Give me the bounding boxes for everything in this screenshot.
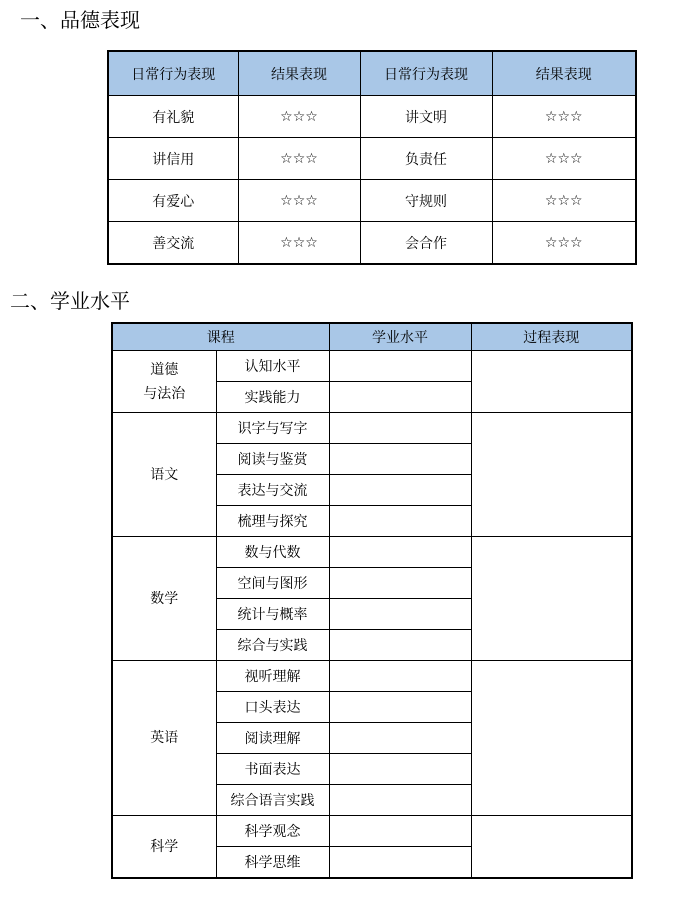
process-input-cell[interactable] (471, 816, 632, 879)
level-input-cell[interactable] (329, 754, 471, 785)
star-rating: ☆☆☆ (492, 222, 636, 265)
level-input-cell[interactable] (329, 568, 471, 599)
item-cell: 表达与交流 (216, 475, 329, 506)
level-input-cell[interactable] (329, 382, 471, 413)
academic-level-table (111, 322, 633, 879)
process-input-cell[interactable] (471, 351, 632, 413)
behavior-cell: 会合作 (360, 222, 492, 265)
item-cell: 综合与实践 (216, 630, 329, 661)
level-input-cell[interactable] (329, 847, 471, 879)
star-rating: ☆☆☆ (238, 222, 360, 265)
table-header-row (112, 323, 632, 351)
table-header-row (108, 51, 636, 96)
behavior-cell: 守规则 (360, 180, 492, 222)
star-rating: ☆☆☆ (238, 96, 360, 138)
level-input-cell[interactable] (329, 785, 471, 816)
level-input-cell[interactable] (329, 413, 471, 444)
star-rating: ☆☆☆ (238, 180, 360, 222)
star-rating: ☆☆☆ (238, 138, 360, 180)
item-cell: 科学观念 (216, 816, 329, 847)
subject-cell-science: 科学 (112, 816, 216, 879)
item-cell: 科学思维 (216, 847, 329, 879)
behavior-cell: 善交流 (108, 222, 238, 265)
subject-cell-chinese: 语文 (112, 413, 216, 537)
star-rating: ☆☆☆ (492, 180, 636, 222)
level-input-cell[interactable] (329, 661, 471, 692)
item-cell: 识字与写字 (216, 413, 329, 444)
moral-conduct-table (107, 50, 637, 265)
table-row (112, 661, 632, 692)
behavior-cell: 负责任 (360, 138, 492, 180)
header-process: 过程表现 (471, 323, 632, 351)
header-behavior: 日常行为表现 (360, 51, 492, 96)
level-input-cell[interactable] (329, 537, 471, 568)
process-input-cell[interactable] (471, 413, 632, 537)
subject-cell-morality (112, 351, 216, 413)
behavior-cell: 有爱心 (108, 180, 238, 222)
level-input-cell[interactable] (329, 475, 471, 506)
header-behavior: 日常行为表现 (108, 51, 238, 96)
star-rating: ☆☆☆ (492, 96, 636, 138)
table-row (112, 351, 632, 382)
subject-cell-english: 英语 (112, 661, 216, 816)
level-input-cell[interactable] (329, 599, 471, 630)
level-input-cell[interactable] (329, 816, 471, 847)
item-cell: 空间与图形 (216, 568, 329, 599)
level-input-cell[interactable] (329, 444, 471, 475)
level-input-cell[interactable] (329, 630, 471, 661)
table-row (112, 816, 632, 847)
item-cell: 梳理与探究 (216, 506, 329, 537)
header-result: 结果表现 (492, 51, 636, 96)
table-row (112, 537, 632, 568)
level-input-cell[interactable] (329, 692, 471, 723)
table-row (108, 222, 636, 265)
level-input-cell[interactable] (329, 351, 471, 382)
header-result: 结果表现 (238, 51, 360, 96)
header-course: 课程 (112, 323, 329, 351)
item-cell: 统计与概率 (216, 599, 329, 630)
process-input-cell[interactable] (471, 537, 632, 661)
level-input-cell[interactable] (329, 506, 471, 537)
table-row (112, 413, 632, 444)
item-cell: 阅读与鉴赏 (216, 444, 329, 475)
subject-cell-math: 数学 (112, 537, 216, 661)
table-row (108, 96, 636, 138)
subject-name-line1: 道德 (150, 361, 179, 378)
behavior-cell: 有礼貌 (108, 96, 238, 138)
star-rating: ☆☆☆ (492, 138, 636, 180)
item-cell: 数与代数 (216, 537, 329, 568)
behavior-cell: 讲文明 (360, 96, 492, 138)
item-cell: 阅读理解 (216, 723, 329, 754)
item-cell: 实践能力 (216, 382, 329, 413)
process-input-cell[interactable] (471, 661, 632, 816)
header-level: 学业水平 (329, 323, 471, 351)
section-title-moral: 一、品德表现 (20, 8, 140, 32)
section-title-academic: 二、学业水平 (10, 289, 130, 313)
item-cell: 认知水平 (216, 351, 329, 382)
table-row (108, 180, 636, 222)
item-cell: 书面表达 (216, 754, 329, 785)
behavior-cell: 讲信用 (108, 138, 238, 180)
subject-name-line2: 与法治 (143, 385, 186, 402)
item-cell: 综合语言实践 (216, 785, 329, 816)
table-row (108, 138, 636, 180)
item-cell: 口头表达 (216, 692, 329, 723)
level-input-cell[interactable] (329, 723, 471, 754)
item-cell: 视听理解 (216, 661, 329, 692)
